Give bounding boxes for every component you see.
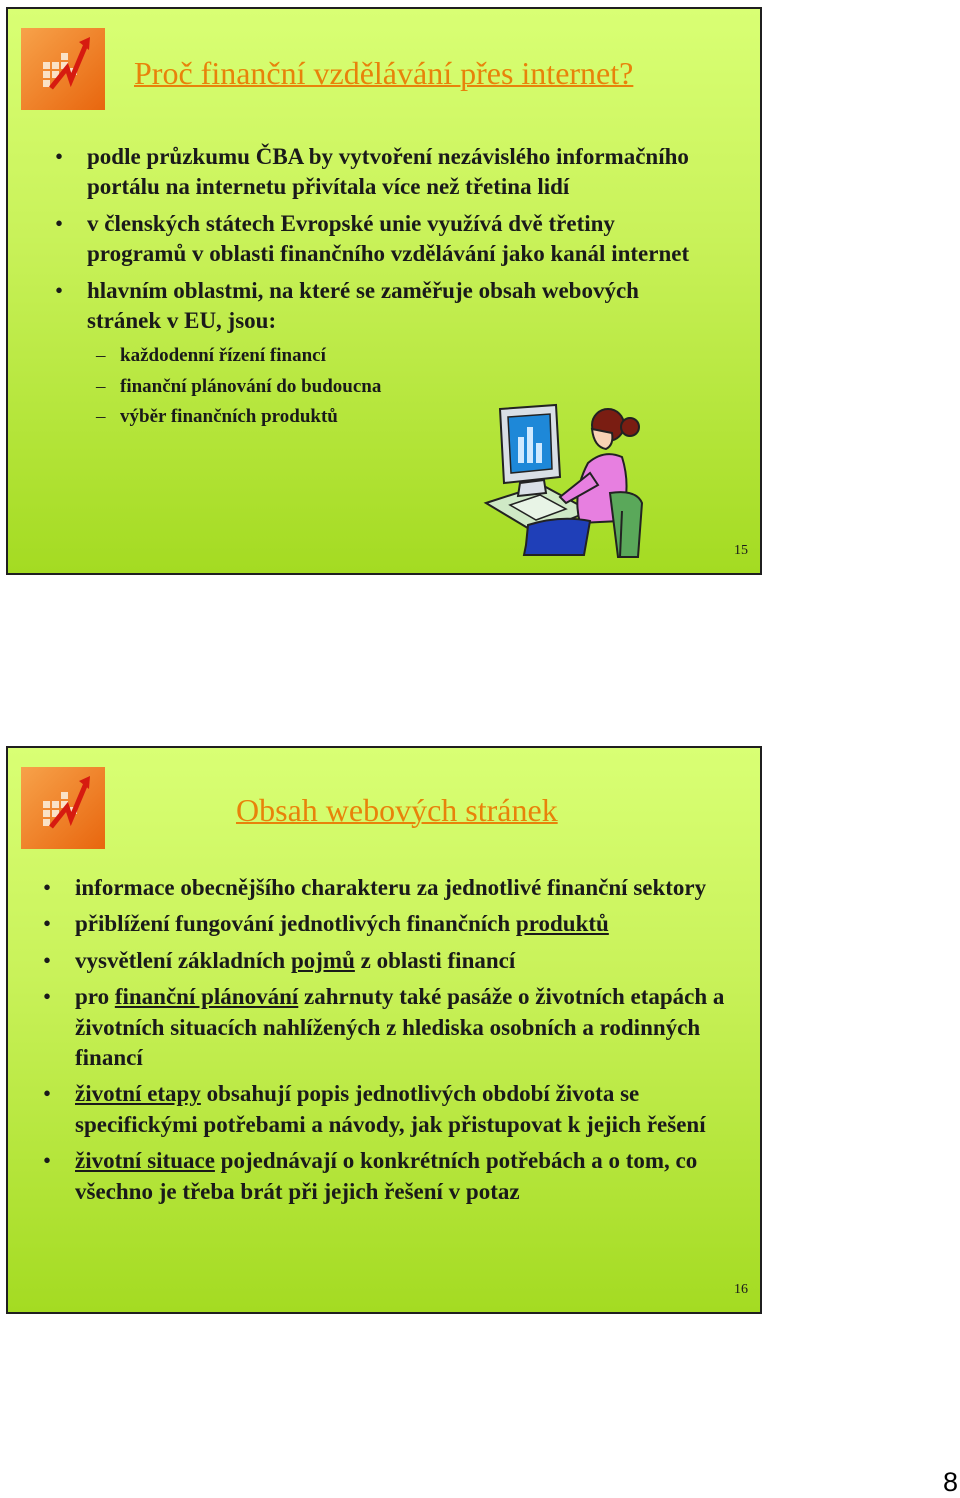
finance-chart-logo-icon (21, 767, 105, 849)
list-item: • hlavním oblastmi, na které se zaměřuje obsah webových stránek v EU, jsou: – každodenní řízení financí – finanční plánování do budoucna – výběr finančních produktů (87, 276, 707, 433)
list-item: • přiblížení fungování jednotlivých finančních produktů (75, 909, 755, 939)
bullet-icon: • (43, 911, 52, 937)
link-financni-planovani[interactable]: finanční plánování (114, 984, 299, 1010)
list-item: • pro finanční plánování zahrnuty také pasáže o životních etapách a životních situacích nahlížených z hlediska osobních a rodinných financí (43, 984, 725, 1071)
woman-at-computer-icon (480, 393, 648, 559)
slide-number: 15 (734, 543, 748, 558)
slide-15 (6, 7, 762, 575)
page-number: 8 (942, 1467, 958, 1497)
bullet-icon: • (55, 144, 64, 169)
bullet-icon: • (43, 1081, 52, 1107)
bullet-icon: • (43, 1148, 52, 1174)
slide-title: Proč finanční vzdělávání přes internet? (134, 55, 634, 91)
list-item: • životní situace pojednávají o konkrétních potřebách a o tom, co všechno je třeba brát při jejich řešení v potaz (43, 1148, 698, 1204)
sub-list-item: – každodenní řízení financí (96, 345, 326, 367)
link-produkty[interactable]: produktů (515, 911, 609, 937)
bullet-icon: • (43, 947, 52, 973)
link-zivotni-situace[interactable]: životní situace (75, 1148, 215, 1174)
list-item: • vysvětlení základních pojmů z oblasti financí (75, 946, 755, 976)
list-item: • podle průzkumu ČBA by vytvoření nezávislého informačního portálu na internetu přivítala více než třetina lidí (55, 144, 689, 200)
list-item: • informace obecnějšího charakteru za jednotlivé finanční sektory (75, 873, 755, 903)
bullet-icon: • (43, 875, 52, 900)
bullet-icon: • (43, 984, 52, 1010)
bullet-icon: • (55, 210, 64, 236)
bullet-icon: • (55, 277, 64, 303)
sub-list-item: – výběr finančních produktů (96, 406, 338, 428)
slide-title: Obsah webových stránek (236, 792, 558, 828)
bullet-list (43, 873, 755, 1213)
slide-16 (6, 746, 762, 1314)
slide-number: 16 (734, 1282, 748, 1297)
finance-chart-logo-icon (21, 28, 105, 110)
list-item: • v členských státech Evropské unie využívá dvě třetiny programů v oblasti finančního vzdělávání jako kanál internet (55, 210, 690, 267)
sub-list-item: – finanční plánování do budoucna (96, 375, 382, 397)
link-pojmy[interactable]: pojmů (290, 947, 355, 973)
list-item: • životní etapy obsahují popis jednotlivých období života se specifickými potřebami a návody, jak přistupovat k jejich řešení (43, 1081, 706, 1137)
link-zivotni-etapy[interactable]: životní etapy (75, 1081, 201, 1107)
